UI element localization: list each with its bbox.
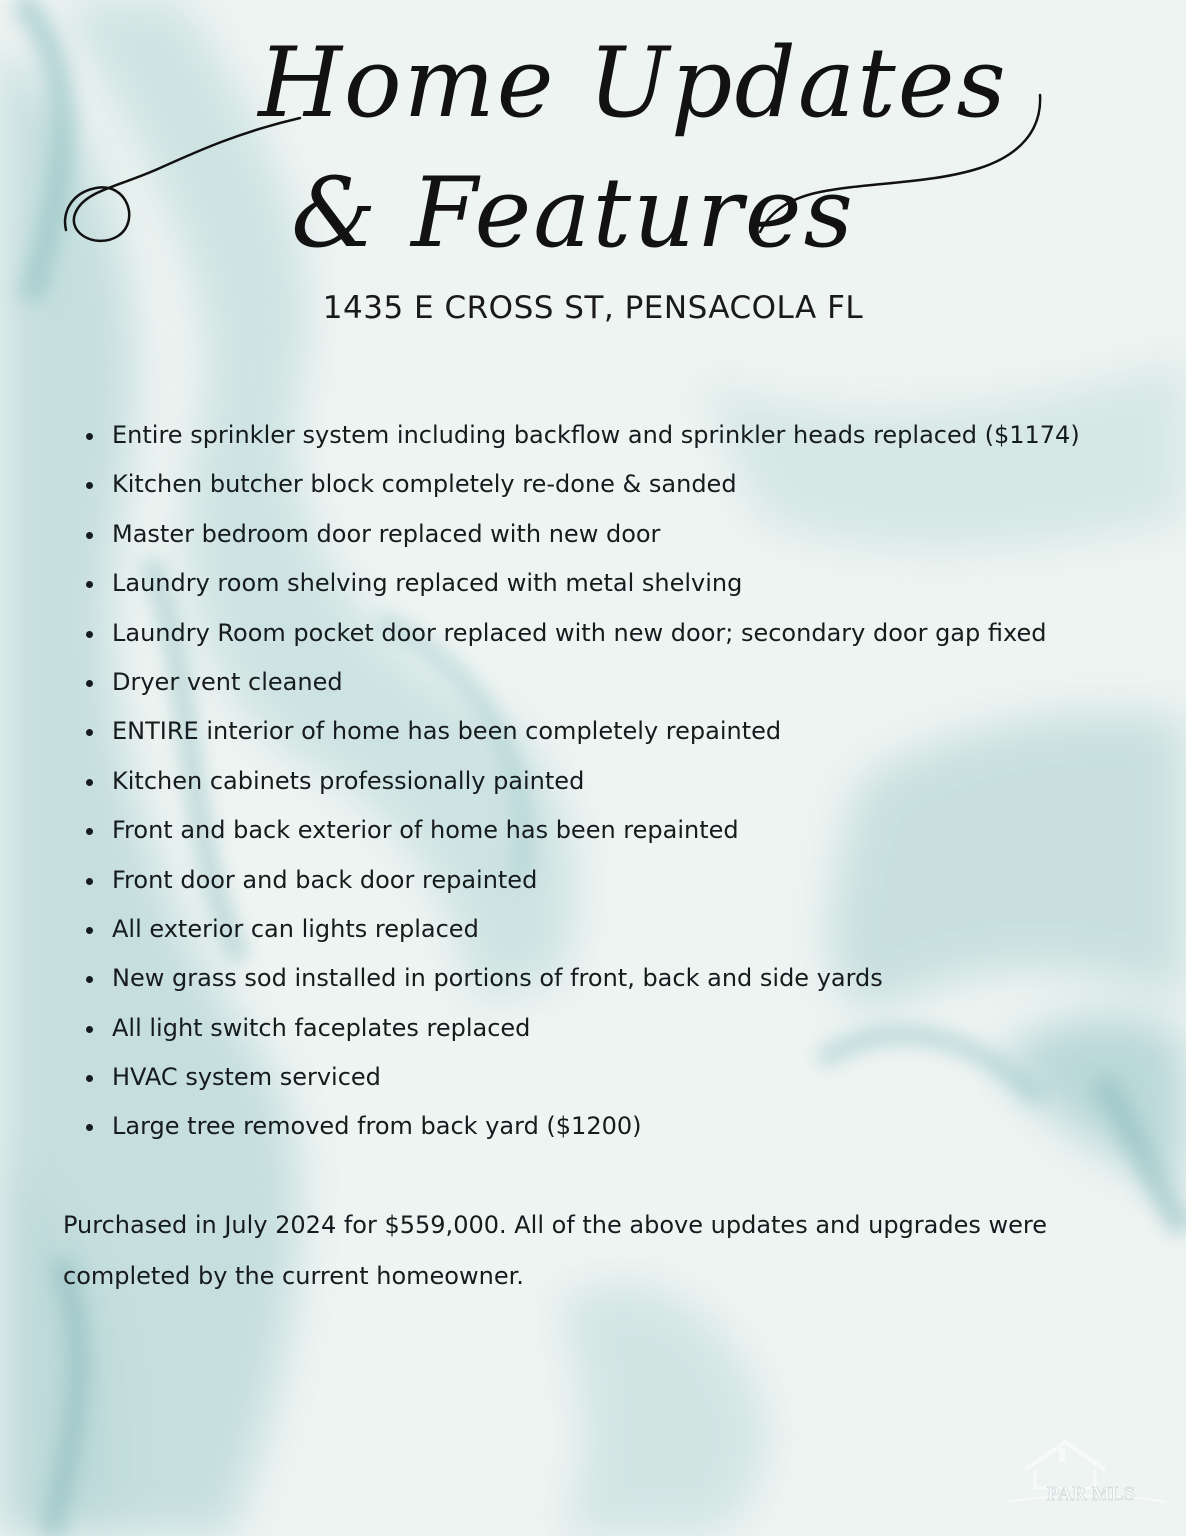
list-item: Front door and back door repainted	[112, 856, 1152, 905]
list-item: Laundry Room pocket door replaced with new door; secondary door gap fixed	[112, 609, 1152, 658]
watermark-text: PAR MLS	[1047, 1483, 1135, 1505]
list-item: Front and back exterior of home has been repainted	[112, 806, 1152, 855]
title-line-2: & Features	[291, 157, 855, 269]
list-item: Kitchen butcher block completely re-done & sanded	[112, 460, 1152, 509]
list-item: All exterior can lights replaced	[112, 905, 1152, 954]
title-line-1: Home Updates	[258, 27, 1008, 139]
list-item: Dryer vent cleaned	[112, 658, 1152, 707]
list-item: Master bedroom door replaced with new door	[112, 510, 1152, 559]
list-item: New grass sod installed in portions of front, back and side yards	[112, 954, 1152, 1003]
list-item: Large tree removed from back yard ($1200)	[112, 1102, 1152, 1151]
list-item: Laundry room shelving replaced with metal shelving	[112, 559, 1152, 608]
house-logo-icon	[1005, 1430, 1170, 1515]
list-item: ENTIRE interior of home has been completely repainted	[112, 707, 1152, 756]
purchase-note: Purchased in July 2024 for $559,000. All of the above updates and upgrades were completed by the current homeowner.	[63, 1211, 1047, 1290]
property-address: 1435 E CROSS ST, PENSACOLA FL	[322, 290, 864, 326]
list-item: All light switch faceplates replaced	[112, 1004, 1152, 1053]
features-list	[112, 411, 1152, 1152]
list-item: HVAC system serviced	[112, 1053, 1152, 1102]
list-item: Kitchen cabinets professionally painted	[112, 757, 1152, 806]
list-item: Entire sprinkler system including backflow and sprinkler heads replaced ($1174)	[112, 411, 1152, 460]
